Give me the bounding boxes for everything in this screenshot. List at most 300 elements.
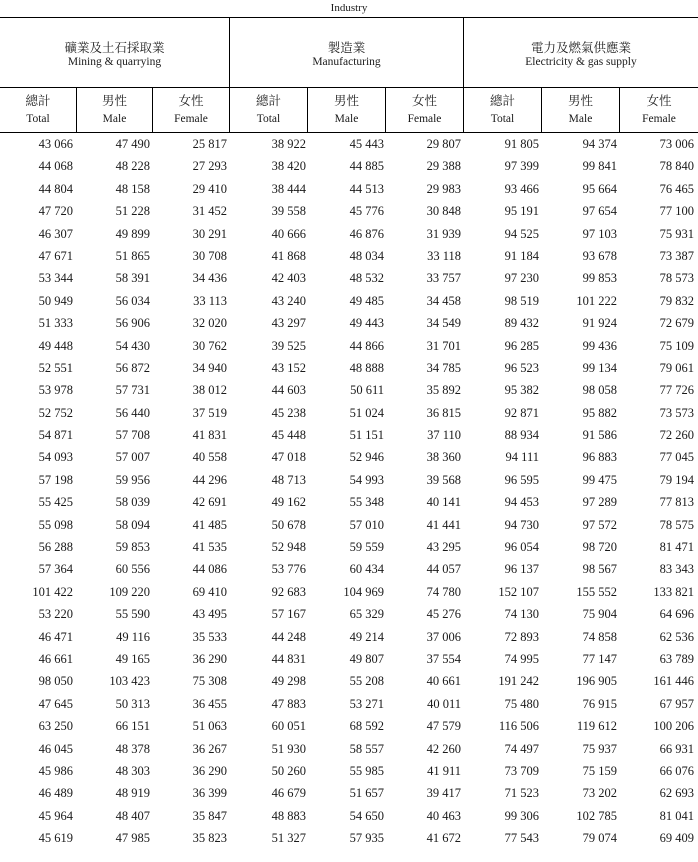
cell-mfg-male: 51 151	[349, 428, 384, 443]
cell-elec-total: 97 230	[504, 271, 539, 286]
subheader-label-en: Male	[334, 113, 359, 125]
cell-mfg-male: 48 034	[349, 248, 384, 263]
cell-mfg-total: 38 444	[271, 181, 306, 196]
cell-mfg-male: 48 888	[349, 360, 384, 375]
cell-mining-total: 46 045	[38, 741, 73, 756]
cell-elec-total: 98 519	[504, 293, 539, 308]
cell-mfg-female: 35 892	[426, 383, 461, 398]
cell-elec-female: 76 465	[659, 181, 694, 196]
cell-mfg-male: 44 885	[349, 159, 384, 174]
cell-elec-total: 95 382	[504, 383, 539, 398]
cell-elec-male: 75 937	[582, 741, 617, 756]
cell-elec-total: 152 107	[498, 584, 539, 599]
table-row	[0, 536, 698, 558]
cell-mfg-total: 43 240	[271, 293, 306, 308]
cell-mining-male: 109 220	[109, 584, 150, 599]
subheader-label-en: Total	[26, 113, 50, 125]
group-header-mining	[0, 18, 229, 86]
cell-elec-female: 77 045	[659, 450, 694, 465]
cell-mfg-total: 92 683	[271, 584, 306, 599]
cell-mfg-total: 48 883	[271, 808, 306, 823]
cell-mining-male: 58 039	[115, 495, 150, 510]
cell-mfg-male: 48 532	[349, 271, 384, 286]
subheader-male	[308, 88, 385, 132]
cell-mfg-total: 42 403	[271, 271, 306, 286]
cell-mfg-female: 39 568	[426, 472, 461, 487]
cell-mining-total: 57 364	[38, 562, 73, 577]
cell-mfg-male: 55 208	[349, 674, 384, 689]
cell-mining-female: 38 012	[192, 383, 227, 398]
cell-mining-total: 45 964	[38, 808, 73, 823]
cell-mfg-female: 29 388	[426, 159, 461, 174]
table-row	[0, 133, 698, 155]
table-row	[0, 782, 698, 804]
cell-mfg-female: 40 011	[427, 696, 461, 711]
cell-mfg-total: 49 298	[271, 674, 306, 689]
cell-mfg-total: 50 260	[271, 763, 306, 778]
cell-mfg-total: 51 327	[271, 831, 306, 846]
subheader-label-zh: 男性	[101, 93, 127, 108]
cell-mining-total: 45 986	[38, 763, 73, 778]
cell-mining-total: 46 489	[38, 786, 73, 801]
cell-mining-male: 54 430	[115, 338, 150, 353]
cell-mining-male: 51 228	[115, 204, 150, 219]
cell-mfg-total: 47 883	[271, 696, 306, 711]
cell-elec-female: 75 109	[659, 338, 694, 353]
cell-elec-total: 96 523	[504, 360, 539, 375]
table-row	[0, 402, 698, 424]
cell-mining-total: 47 671	[38, 248, 73, 263]
table-row	[0, 558, 698, 580]
cell-elec-female: 73 573	[659, 405, 694, 420]
cell-mfg-male: 46 876	[349, 226, 384, 241]
cell-mfg-female: 40 463	[426, 808, 461, 823]
cell-mining-female: 37 519	[192, 405, 227, 420]
table-row	[0, 357, 698, 379]
group-label-en: Mining & quarrying	[67, 56, 162, 68]
cell-elec-female: 77 726	[659, 383, 694, 398]
cell-mfg-male: 51 657	[349, 786, 384, 801]
cell-mining-female: 43 495	[192, 607, 227, 622]
cell-elec-female: 133 821	[653, 584, 694, 599]
cell-mfg-male: 52 946	[349, 450, 384, 465]
cell-elec-male: 101 222	[576, 293, 617, 308]
subheader-label-en: Male	[568, 113, 593, 125]
table-row	[0, 469, 698, 491]
cell-mining-female: 40 558	[192, 450, 227, 465]
cell-mining-male: 56 440	[115, 405, 150, 420]
cell-elec-female: 79 832	[659, 293, 694, 308]
table-row	[0, 805, 698, 827]
cell-mining-male: 49 116	[116, 629, 150, 644]
table-row	[0, 581, 698, 603]
cell-mining-total: 53 220	[38, 607, 73, 622]
cell-mining-total: 54 871	[38, 428, 73, 443]
cell-mining-female: 30 762	[192, 338, 227, 353]
cell-mfg-male: 65 329	[349, 607, 384, 622]
subheader-total	[0, 88, 76, 132]
table-row	[0, 738, 698, 760]
cell-mfg-male: 45 443	[349, 137, 384, 151]
cell-elec-female: 63 789	[659, 651, 694, 666]
cell-elec-female: 78 573	[659, 271, 694, 286]
cell-mfg-male: 55 348	[349, 495, 384, 510]
cell-elec-male: 99 853	[582, 271, 617, 286]
cell-mining-female: 30 291	[192, 226, 227, 241]
cell-elec-female: 79 061	[659, 360, 694, 375]
cell-elec-total: 96 054	[504, 540, 539, 555]
cell-elec-female: 67 957	[659, 696, 694, 711]
cell-elec-male: 99 841	[582, 159, 617, 174]
cell-mfg-total: 41 868	[271, 248, 306, 263]
cell-mining-total: 98 050	[38, 674, 73, 689]
data-table-body	[0, 133, 698, 850]
cell-mining-total: 46 661	[38, 651, 73, 666]
table-row	[0, 200, 698, 222]
cell-mining-male: 60 556	[115, 562, 150, 577]
subheader-label-zh: 女性	[646, 93, 672, 108]
cell-mining-male: 47 490	[115, 137, 150, 151]
table-row	[0, 245, 698, 267]
cell-elec-female: 161 446	[653, 674, 694, 689]
cell-mfg-total: 52 948	[271, 540, 306, 555]
cell-elec-total: 71 523	[504, 786, 539, 801]
table-row	[0, 760, 698, 782]
subheader-label-en: Female	[407, 113, 442, 125]
cell-elec-female: 78 575	[659, 517, 694, 532]
cell-elec-male: 98 058	[582, 383, 617, 398]
cell-mfg-male: 51 024	[349, 405, 384, 420]
cell-mining-female: 41 831	[192, 428, 227, 443]
cell-mining-male: 50 313	[115, 696, 150, 711]
cell-mfg-male: 49 214	[349, 629, 384, 644]
cell-mfg-male: 49 807	[349, 651, 384, 666]
cell-mining-female: 41 485	[192, 517, 227, 532]
cell-mfg-male: 54 650	[349, 808, 384, 823]
cell-mining-male: 55 590	[115, 607, 150, 622]
cell-elec-female: 72 260	[659, 428, 694, 443]
cell-elec-total: 74 130	[504, 607, 539, 622]
cell-mfg-female: 37 110	[427, 428, 461, 443]
table-row	[0, 290, 698, 312]
cell-elec-male: 75 904	[582, 607, 617, 622]
cell-mfg-male: 57 010	[349, 517, 384, 532]
cell-elec-female: 64 696	[659, 607, 694, 622]
cell-mining-male: 59 853	[115, 540, 150, 555]
group-header-manufacturing	[230, 18, 463, 86]
cell-mining-female: 44 086	[192, 562, 227, 577]
subheader-female	[153, 88, 229, 132]
cell-mining-male: 48 228	[115, 159, 150, 174]
cell-mfg-female: 74 780	[426, 584, 461, 599]
cell-elec-male: 75 159	[582, 763, 617, 778]
cell-mining-female: 36 267	[192, 741, 227, 756]
cell-mining-male: 51 865	[115, 248, 150, 263]
cell-elec-female: 73 387	[659, 248, 694, 263]
cell-mfg-female: 31 701	[426, 338, 461, 353]
table-row	[0, 312, 698, 334]
cell-mfg-total: 49 162	[271, 495, 306, 510]
table-row	[0, 514, 698, 536]
cell-mining-female: 34 940	[192, 360, 227, 375]
cell-mining-total: 44 804	[38, 181, 73, 196]
group-label-en: Electricity & gas supply	[525, 56, 637, 68]
cell-mining-female: 36 290	[192, 763, 227, 778]
cell-mining-female: 41 535	[192, 540, 227, 555]
cell-elec-female: 78 840	[659, 159, 694, 174]
cell-mining-female: 35 533	[192, 629, 227, 644]
cell-elec-male: 96 883	[582, 450, 617, 465]
cell-mfg-total: 43 152	[271, 360, 306, 375]
cell-elec-total: 74 995	[504, 651, 539, 666]
subheader-label-en: Female	[642, 113, 676, 125]
cell-mfg-female: 33 757	[426, 271, 461, 286]
cell-mfg-male: 104 969	[343, 584, 384, 599]
cell-elec-male: 196 905	[576, 674, 617, 689]
cell-elec-male: 74 858	[582, 629, 617, 644]
cell-mfg-male: 59 559	[349, 540, 384, 555]
cell-mining-male: 49 899	[115, 226, 150, 241]
cell-elec-male: 94 374	[582, 137, 617, 151]
cell-mining-male: 56 906	[115, 316, 150, 331]
cell-elec-total: 94 525	[504, 226, 539, 241]
cell-elec-male: 97 289	[582, 495, 617, 510]
cell-mfg-female: 36 815	[426, 405, 461, 420]
cell-mfg-male: 44 866	[349, 338, 384, 353]
cell-mfg-total: 57 167	[271, 607, 306, 622]
cell-mining-female: 75 308	[192, 674, 227, 689]
group-label-zh: 礦業及土石採取業	[64, 40, 165, 55]
cell-mfg-male: 55 985	[349, 763, 384, 778]
cell-elec-female: 66 076	[659, 763, 694, 778]
cell-mfg-male: 57 935	[349, 831, 384, 846]
cell-elec-female: 69 409	[659, 831, 694, 846]
cell-mfg-male: 60 434	[349, 562, 384, 577]
group-label-zh: 電力及燃氣供應業	[530, 40, 631, 55]
cell-elec-male: 99 475	[582, 472, 617, 487]
cell-elec-male: 97 654	[582, 204, 617, 219]
cell-mining-male: 58 094	[115, 517, 150, 532]
cell-elec-total: 73 709	[504, 763, 539, 778]
table-row	[0, 648, 698, 670]
subheader-label-en: Total	[256, 113, 281, 125]
cell-mining-male: 48 378	[115, 741, 150, 756]
cell-mfg-total: 45 448	[271, 428, 306, 443]
cell-mfg-female: 34 785	[426, 360, 461, 375]
cell-mfg-male: 53 271	[349, 696, 384, 711]
subheader-male	[77, 88, 152, 132]
cell-mining-female: 69 410	[192, 584, 227, 599]
cell-mining-total: 55 098	[38, 517, 73, 532]
subheader-label-zh: 女性	[411, 93, 437, 108]
cell-mfg-female: 29 983	[426, 181, 461, 196]
cell-mfg-total: 45 238	[271, 405, 306, 420]
cell-mining-total: 63 250	[38, 719, 73, 734]
cell-mining-male: 66 151	[115, 719, 150, 734]
cell-mining-male: 48 407	[115, 808, 150, 823]
cell-mfg-female: 34 549	[426, 316, 461, 331]
cell-elec-female: 73 006	[659, 137, 694, 151]
cell-mfg-male: 58 557	[349, 741, 384, 756]
cell-mining-total: 52 752	[38, 405, 73, 420]
table-row	[0, 178, 698, 200]
cell-mining-male: 48 158	[115, 181, 150, 196]
cell-mining-male: 56 872	[115, 360, 150, 375]
cell-elec-male: 93 678	[582, 248, 617, 263]
cell-mining-male: 57 007	[115, 450, 150, 465]
cell-mfg-female: 40 141	[426, 495, 461, 510]
cell-mining-male: 57 731	[115, 383, 150, 398]
cell-mfg-total: 60 051	[271, 719, 306, 734]
cell-elec-total: 96 137	[504, 562, 539, 577]
cell-elec-total: 89 432	[504, 316, 539, 331]
cell-mining-female: 31 452	[192, 204, 227, 219]
cell-mining-total: 45 619	[38, 831, 73, 846]
cell-mining-female: 25 817	[192, 137, 227, 151]
table-row	[0, 491, 698, 513]
cell-mfg-male: 49 485	[349, 293, 384, 308]
cell-elec-total: 77 543	[504, 831, 539, 846]
group-label-zh: 製造業	[327, 40, 366, 55]
cell-mining-total: 55 425	[38, 495, 73, 510]
cell-elec-male: 102 785	[576, 808, 617, 823]
subheader-label-en: Female	[174, 113, 208, 125]
table-row	[0, 424, 698, 446]
subheader-label-zh: 男性	[333, 93, 359, 108]
cell-mfg-male: 49 443	[349, 316, 384, 331]
cell-elec-total: 88 934	[504, 428, 539, 443]
cell-elec-total: 72 893	[504, 629, 539, 644]
cell-mfg-male: 68 592	[349, 719, 384, 734]
table-row	[0, 446, 698, 468]
cell-mining-male: 58 391	[115, 271, 150, 286]
cell-elec-male: 91 586	[582, 428, 617, 443]
cell-mfg-total: 38 420	[271, 159, 306, 174]
cell-mfg-total: 51 930	[271, 741, 306, 756]
cell-mining-female: 36 290	[192, 651, 227, 666]
cell-mfg-female: 30 848	[426, 204, 461, 219]
subheader-label-en: Total	[490, 113, 515, 125]
cell-mining-total: 47 720	[38, 204, 73, 219]
cell-elec-male: 76 915	[582, 696, 617, 711]
subheader-label-zh: 總計	[489, 93, 515, 108]
cell-mining-male: 57 708	[115, 428, 150, 443]
cell-mfg-female: 42 260	[426, 741, 461, 756]
group-label-en: Manufacturing	[312, 56, 381, 68]
cell-elec-male: 98 567	[582, 562, 617, 577]
cell-mfg-total: 47 018	[271, 450, 306, 465]
cell-mfg-female: 41 441	[426, 517, 461, 532]
cell-mfg-female: 37 554	[426, 651, 461, 666]
table-row	[0, 223, 698, 245]
cell-mfg-total: 43 297	[271, 316, 306, 331]
cell-mfg-female: 41 911	[427, 763, 461, 778]
cell-mining-male: 48 919	[115, 786, 150, 801]
cell-mfg-female: 40 661	[426, 674, 461, 689]
cell-mining-total: 57 198	[38, 472, 73, 487]
cell-elec-total: 75 480	[504, 696, 539, 711]
subheader-label-zh: 女性	[178, 93, 204, 108]
cell-mfg-male: 44 513	[349, 181, 384, 196]
cell-elec-total: 91 805	[504, 137, 539, 151]
cell-elec-female: 79 194	[659, 472, 694, 487]
cell-elec-male: 119 612	[576, 719, 617, 734]
cell-mfg-male: 45 776	[349, 204, 384, 219]
table-row	[0, 626, 698, 648]
cell-mfg-female: 47 579	[426, 719, 461, 734]
cell-elec-total: 96 285	[504, 338, 539, 353]
cell-mining-female: 34 436	[192, 271, 227, 286]
cell-mining-total: 56 288	[38, 540, 73, 555]
table-row	[0, 155, 698, 177]
cell-mfg-female: 41 672	[426, 831, 461, 846]
cell-mining-total: 43 066	[38, 137, 73, 151]
cell-elec-total: 94 453	[504, 495, 539, 510]
cell-mfg-female: 43 295	[426, 540, 461, 555]
cell-elec-female: 72 679	[659, 316, 694, 331]
table-row	[0, 715, 698, 737]
cell-mining-total: 46 471	[38, 629, 73, 644]
cell-elec-total: 94 111	[505, 450, 539, 465]
cell-elec-male: 97 572	[582, 517, 617, 532]
subheader-male	[542, 88, 619, 132]
cell-elec-male: 99 134	[582, 360, 617, 375]
cell-mining-total: 51 333	[38, 316, 73, 331]
subheader-total	[230, 88, 307, 132]
cell-mining-total: 101 422	[32, 584, 73, 599]
cell-elec-female: 66 931	[659, 741, 694, 756]
cell-mining-male: 47 985	[115, 831, 150, 846]
cell-mining-female: 51 063	[192, 719, 227, 734]
cell-elec-male: 95 882	[582, 405, 617, 420]
cell-mining-female: 42 691	[192, 495, 227, 510]
table-row	[0, 603, 698, 625]
cell-elec-total: 74 497	[504, 741, 539, 756]
cell-mfg-total: 39 525	[271, 338, 306, 353]
cell-mfg-female: 45 276	[426, 607, 461, 622]
cell-elec-total: 92 871	[504, 405, 539, 420]
cell-mining-female: 30 708	[192, 248, 227, 263]
cell-mining-total: 49 448	[38, 338, 73, 353]
subheader-female	[620, 88, 698, 132]
cell-elec-female: 62 536	[659, 629, 694, 644]
cell-mfg-total: 40 666	[271, 226, 306, 241]
cell-mining-female: 36 455	[192, 696, 227, 711]
cell-mining-male: 59 956	[115, 472, 150, 487]
cell-elec-male: 79 074	[582, 831, 617, 846]
cell-mining-male: 48 303	[115, 763, 150, 778]
cell-mfg-total: 48 713	[271, 472, 306, 487]
cell-mining-female: 35 823	[192, 831, 227, 846]
cell-elec-male: 91 924	[582, 316, 617, 331]
table-row	[0, 693, 698, 715]
cell-mining-female: 33 113	[193, 293, 227, 308]
cell-mfg-female: 33 118	[427, 248, 461, 263]
subheader-label-zh: 總計	[255, 93, 281, 108]
table-row	[0, 267, 698, 289]
cell-elec-total: 91 184	[504, 248, 539, 263]
cell-mfg-total: 44 831	[271, 651, 306, 666]
cell-elec-male: 95 664	[582, 181, 617, 196]
cell-elec-total: 116 506	[498, 719, 539, 734]
cell-mfg-female: 31 939	[426, 226, 461, 241]
cell-mfg-total: 50 678	[271, 517, 306, 532]
cell-elec-total: 93 466	[504, 181, 539, 196]
cell-mfg-female: 38 360	[426, 450, 461, 465]
subheader-total	[464, 88, 541, 132]
cell-elec-male: 98 720	[582, 540, 617, 555]
cell-mfg-total: 44 248	[271, 629, 306, 644]
